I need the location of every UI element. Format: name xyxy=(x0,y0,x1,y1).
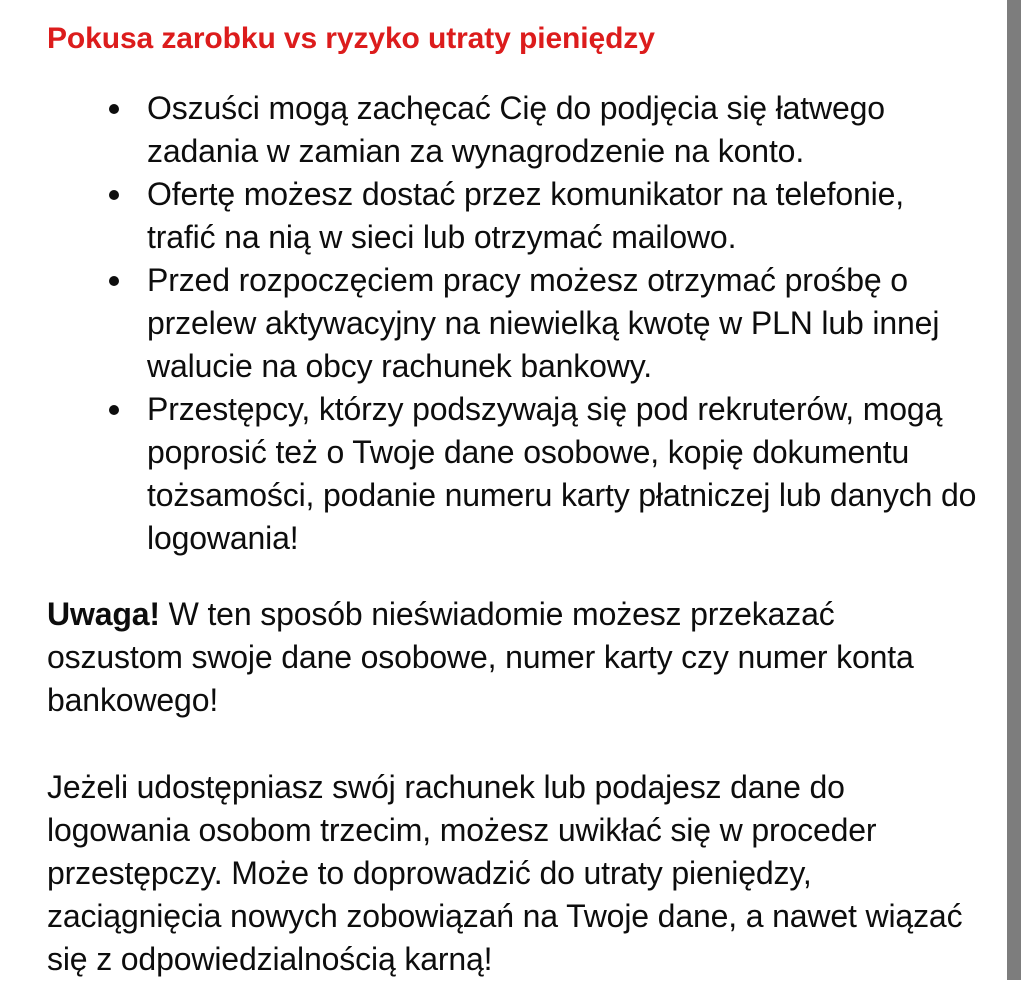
page-title: Pokusa zarobku vs ryzyko utraty pieniędzy xyxy=(47,22,655,55)
article-content xyxy=(47,0,977,981)
note-paragraph-text: W ten sposób nieświadomie możesz przekazać oszustom swoje dane osobowe, numer karty czy numer konta bankowego! xyxy=(47,596,914,718)
list-item-text: Przestępcy, którzy podszywają się pod rekruterów, mogą poprosić też o Twoje dane osobowe, kopię dokumentu tożsamości, podanie numeru karty płatniczej lub danych do logowania! xyxy=(147,391,977,556)
bullet-point-icon xyxy=(109,405,119,415)
list-item-text: Przed rozpoczęciem pracy możesz otrzymać prośbę o przelew aktywacyjny na niewielką kwotę w PLN lub innej walucie na obcy rachunek bankowy. xyxy=(147,262,940,384)
bullet-point-icon xyxy=(109,104,119,114)
scrollbar-thumb[interactable] xyxy=(1007,0,1021,980)
list-item-text: Oszuści mogą zachęcać Cię do podjęcia się łatwego zadania w zamian za wynagrodzenie na konto. xyxy=(147,90,885,169)
bullet-point-icon xyxy=(109,276,119,286)
note-lead-emphasis: Uwaga! xyxy=(47,596,160,632)
list-item xyxy=(47,259,977,388)
note-paragraph xyxy=(47,593,977,722)
list-item xyxy=(47,87,977,173)
list-item xyxy=(47,173,977,259)
list-item-text: Ofertę możesz dostać przez komunikator na telefonie, trafić na nią w sieci lub otrzymać mailowo. xyxy=(147,176,905,255)
warning-paragraph: Jeżeli udostępniasz swój rachunek lub podajesz dane do logowania osobom trzecim, możesz uwikłać się w proceder przestępczy. Może to doprowadzić do utraty pieniędzy, zaciągnięcia nowych zobowiązań na Twoje dane, a nawet wiązać się z odpowiedzialnością karną! xyxy=(47,769,963,977)
scrollbar-track[interactable] xyxy=(1007,0,1021,980)
bullet-point-icon xyxy=(109,190,119,200)
list-item xyxy=(47,388,977,560)
risk-bullet-list xyxy=(47,87,977,560)
